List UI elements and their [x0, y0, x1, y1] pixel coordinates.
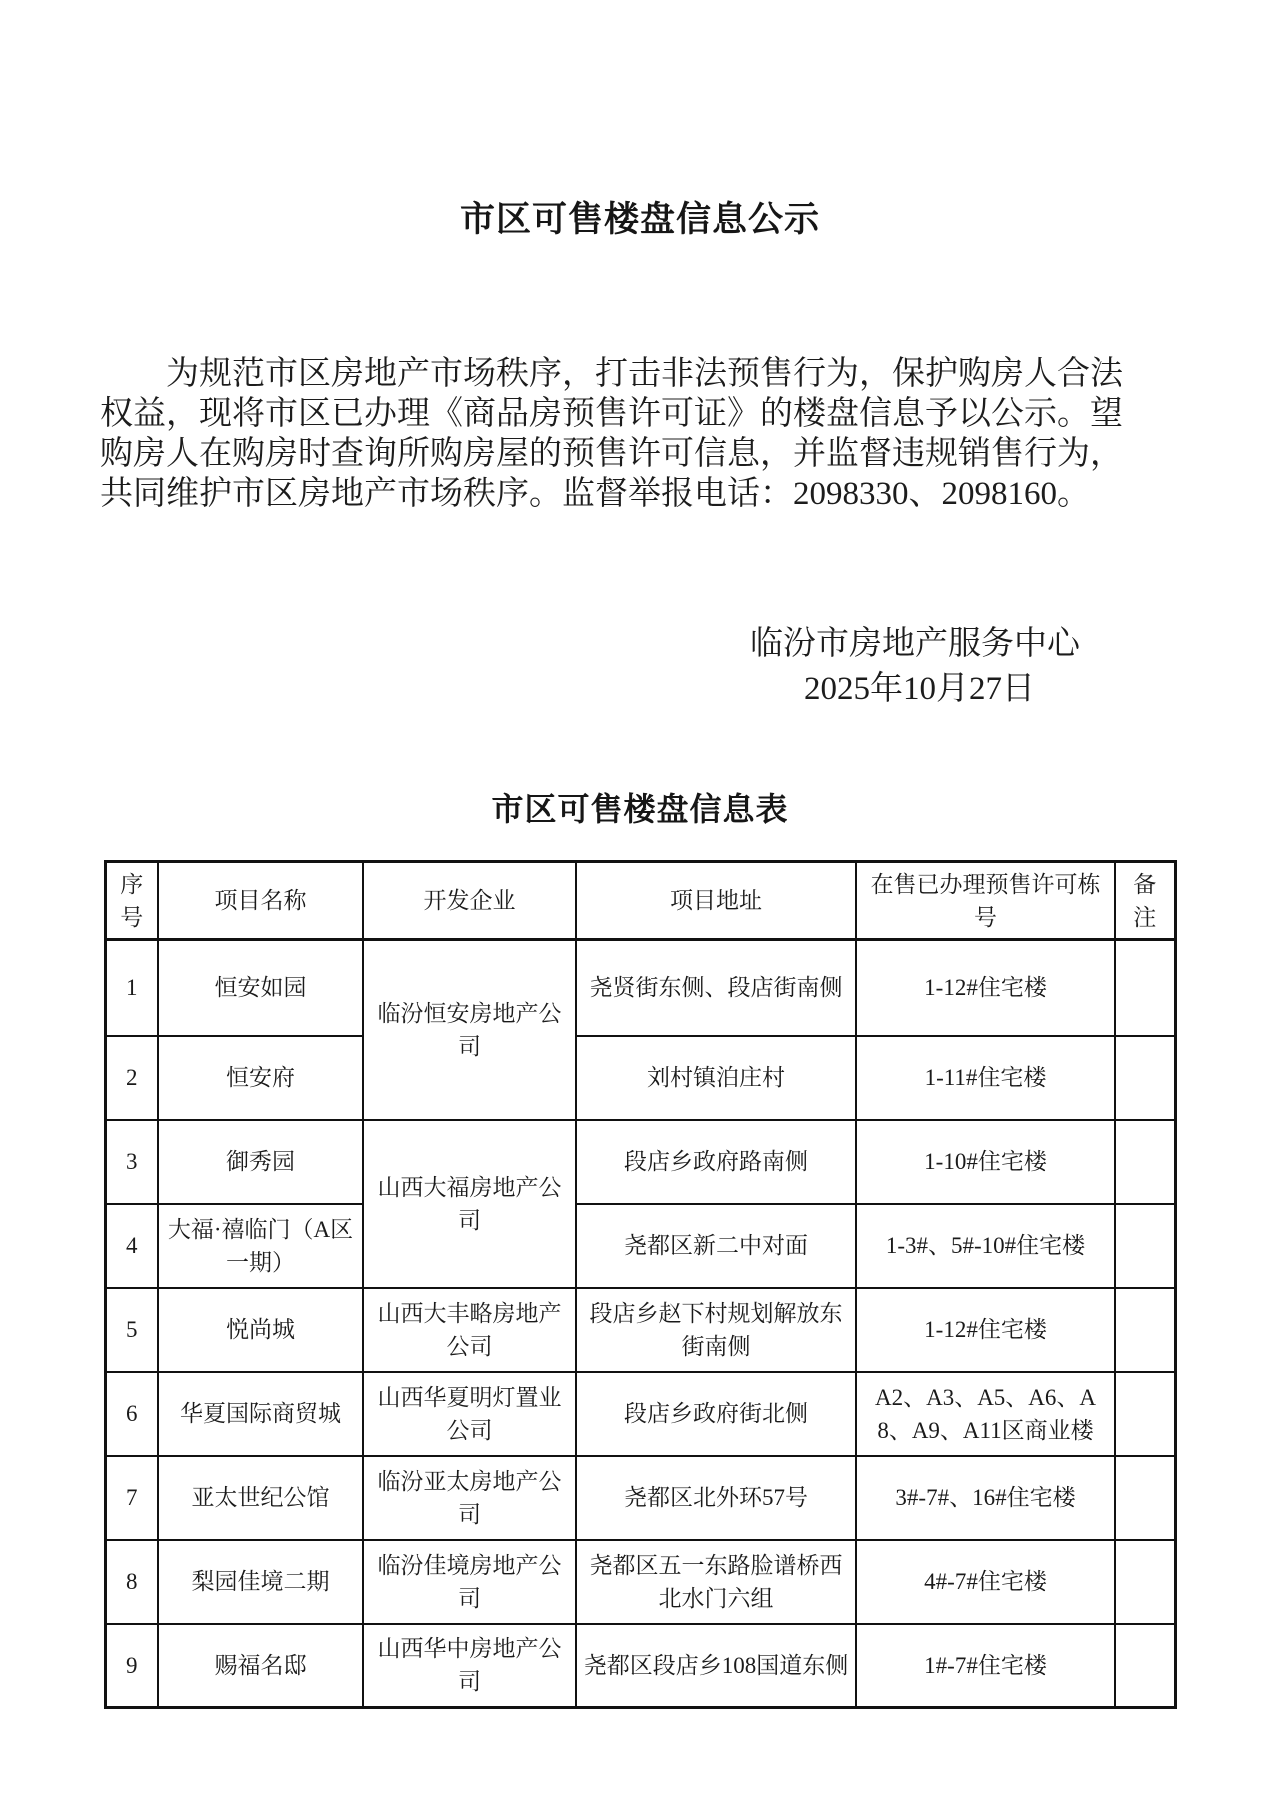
- cell-address: 段店乡政府路南侧: [576, 1120, 856, 1204]
- cell-buildings: 4#-7#住宅楼: [856, 1540, 1115, 1624]
- signature-date: 2025年10月27日: [804, 671, 1035, 707]
- cell-address: 尧都区段店乡108国道东侧: [576, 1624, 856, 1708]
- cell-address: 尧都区北外环57号: [576, 1456, 856, 1540]
- column-header-note: 备注: [1115, 862, 1175, 940]
- cell-project-name: 梨园佳境二期: [158, 1540, 363, 1624]
- table-row: [105, 1120, 1175, 1204]
- cell-buildings: A2、A3、A5、A6、A8、A9、A11区商业楼: [856, 1372, 1115, 1456]
- cell-developer: 山西华夏明灯置业公司: [363, 1372, 576, 1456]
- cell-developer-merged: 山西大福房地产公司: [363, 1120, 576, 1288]
- table-row: [105, 1540, 1175, 1624]
- cell-note: [1115, 1372, 1175, 1456]
- signature-block: [0, 622, 1080, 712]
- table-row: [105, 1456, 1175, 1540]
- cell-project-name: 恒安如园: [158, 940, 363, 1036]
- table-title: 市区可售楼盘信息表: [491, 791, 789, 827]
- cell-address: 尧都区新二中对面: [576, 1204, 856, 1288]
- cell-buildings: 1-3#、5#-10#住宅楼: [856, 1204, 1115, 1288]
- cell-address: 刘村镇泊庄村: [576, 1036, 856, 1120]
- cell-serial: 3: [105, 1120, 158, 1204]
- cell-project-name: 华夏国际商贸城: [158, 1372, 363, 1456]
- cell-buildings: 1-12#住宅楼: [856, 1288, 1115, 1372]
- cell-developer: 临汾亚太房地产公司: [363, 1456, 576, 1540]
- column-header-buildings: 在售已办理预售许可栋号: [856, 862, 1115, 940]
- signature-organization: 临汾市房地产服务中心: [750, 626, 1080, 662]
- cell-developer: 临汾佳境房地产公司: [363, 1540, 576, 1624]
- cell-buildings: 1#-7#住宅楼: [856, 1624, 1115, 1708]
- cell-address: 段店乡政府街北侧: [576, 1372, 856, 1456]
- table-row: [105, 1288, 1175, 1372]
- cell-project-name: 御秀园: [158, 1120, 363, 1204]
- cell-serial: 5: [105, 1288, 158, 1372]
- cell-project-name: 悦尚城: [158, 1288, 363, 1372]
- listings-table: [104, 860, 1177, 1709]
- cell-buildings: 1-11#住宅楼: [856, 1036, 1115, 1120]
- cell-address: 段店乡赵下村规划解放东街南侧: [576, 1288, 856, 1372]
- page-title: 市区可售楼盘信息公示: [459, 200, 820, 239]
- cell-serial: 1: [105, 940, 158, 1036]
- cell-developer-merged: 临汾恒安房地产公司: [363, 940, 576, 1120]
- cell-developer: 山西华中房地产公司: [363, 1624, 576, 1708]
- cell-serial: 6: [105, 1372, 158, 1456]
- column-header-developer: 开发企业: [363, 862, 576, 940]
- table-row: [105, 1036, 1175, 1120]
- notice-line-4: 共同维护市区房地产市场秩序。监督举报电话：2098330、2098160。: [100, 476, 1090, 512]
- cell-serial: 2: [105, 1036, 158, 1120]
- table-row: [105, 940, 1175, 1036]
- cell-note: [1115, 1288, 1175, 1372]
- cell-serial: 9: [105, 1624, 158, 1708]
- cell-project-name: 亚太世纪公馆: [158, 1456, 363, 1540]
- notice-line-1: 为规范市区房地产市场秩序，打击非法预售行为，保护购房人合法: [166, 356, 1123, 392]
- cell-note: [1115, 1120, 1175, 1204]
- notice-line-2: 权益，现将市区已办理《商品房预售许可证》的楼盘信息予以公示。望: [100, 396, 1123, 432]
- table-row: [105, 1624, 1175, 1708]
- column-header-serial: 序号: [105, 862, 158, 940]
- cell-buildings: 1-12#住宅楼: [856, 940, 1115, 1036]
- table-header-row: [105, 862, 1175, 940]
- cell-address: 尧贤街东侧、段店街南侧: [576, 940, 856, 1036]
- cell-note: [1115, 1036, 1175, 1120]
- cell-project-name: 恒安府: [158, 1036, 363, 1120]
- cell-developer: 山西大丰略房地产公司: [363, 1288, 576, 1372]
- cell-address: 尧都区五一东路脸谱桥西北水门六组: [576, 1540, 856, 1624]
- column-header-address: 项目地址: [576, 862, 856, 940]
- column-header-project-name: 项目名称: [158, 862, 363, 940]
- table-row: [105, 1372, 1175, 1456]
- cell-note: [1115, 1540, 1175, 1624]
- cell-project-name: 大福·禧临门（A区一期）: [158, 1204, 363, 1288]
- cell-note: [1115, 1456, 1175, 1540]
- cell-buildings: 3#-7#、16#住宅楼: [856, 1456, 1115, 1540]
- cell-note: [1115, 1624, 1175, 1708]
- cell-serial: 8: [105, 1540, 158, 1624]
- cell-note: [1115, 940, 1175, 1036]
- cell-buildings: 1-10#住宅楼: [856, 1120, 1115, 1204]
- cell-serial: 4: [105, 1204, 158, 1288]
- cell-serial: 7: [105, 1456, 158, 1540]
- table-row: [105, 1204, 1175, 1288]
- notice-paragraph: [100, 354, 1180, 514]
- cell-note: [1115, 1204, 1175, 1288]
- cell-project-name: 赐福名邸: [158, 1624, 363, 1708]
- notice-line-3: 购房人在购房时查询所购房屋的预售许可信息，并监督违规销售行为，: [100, 436, 1123, 472]
